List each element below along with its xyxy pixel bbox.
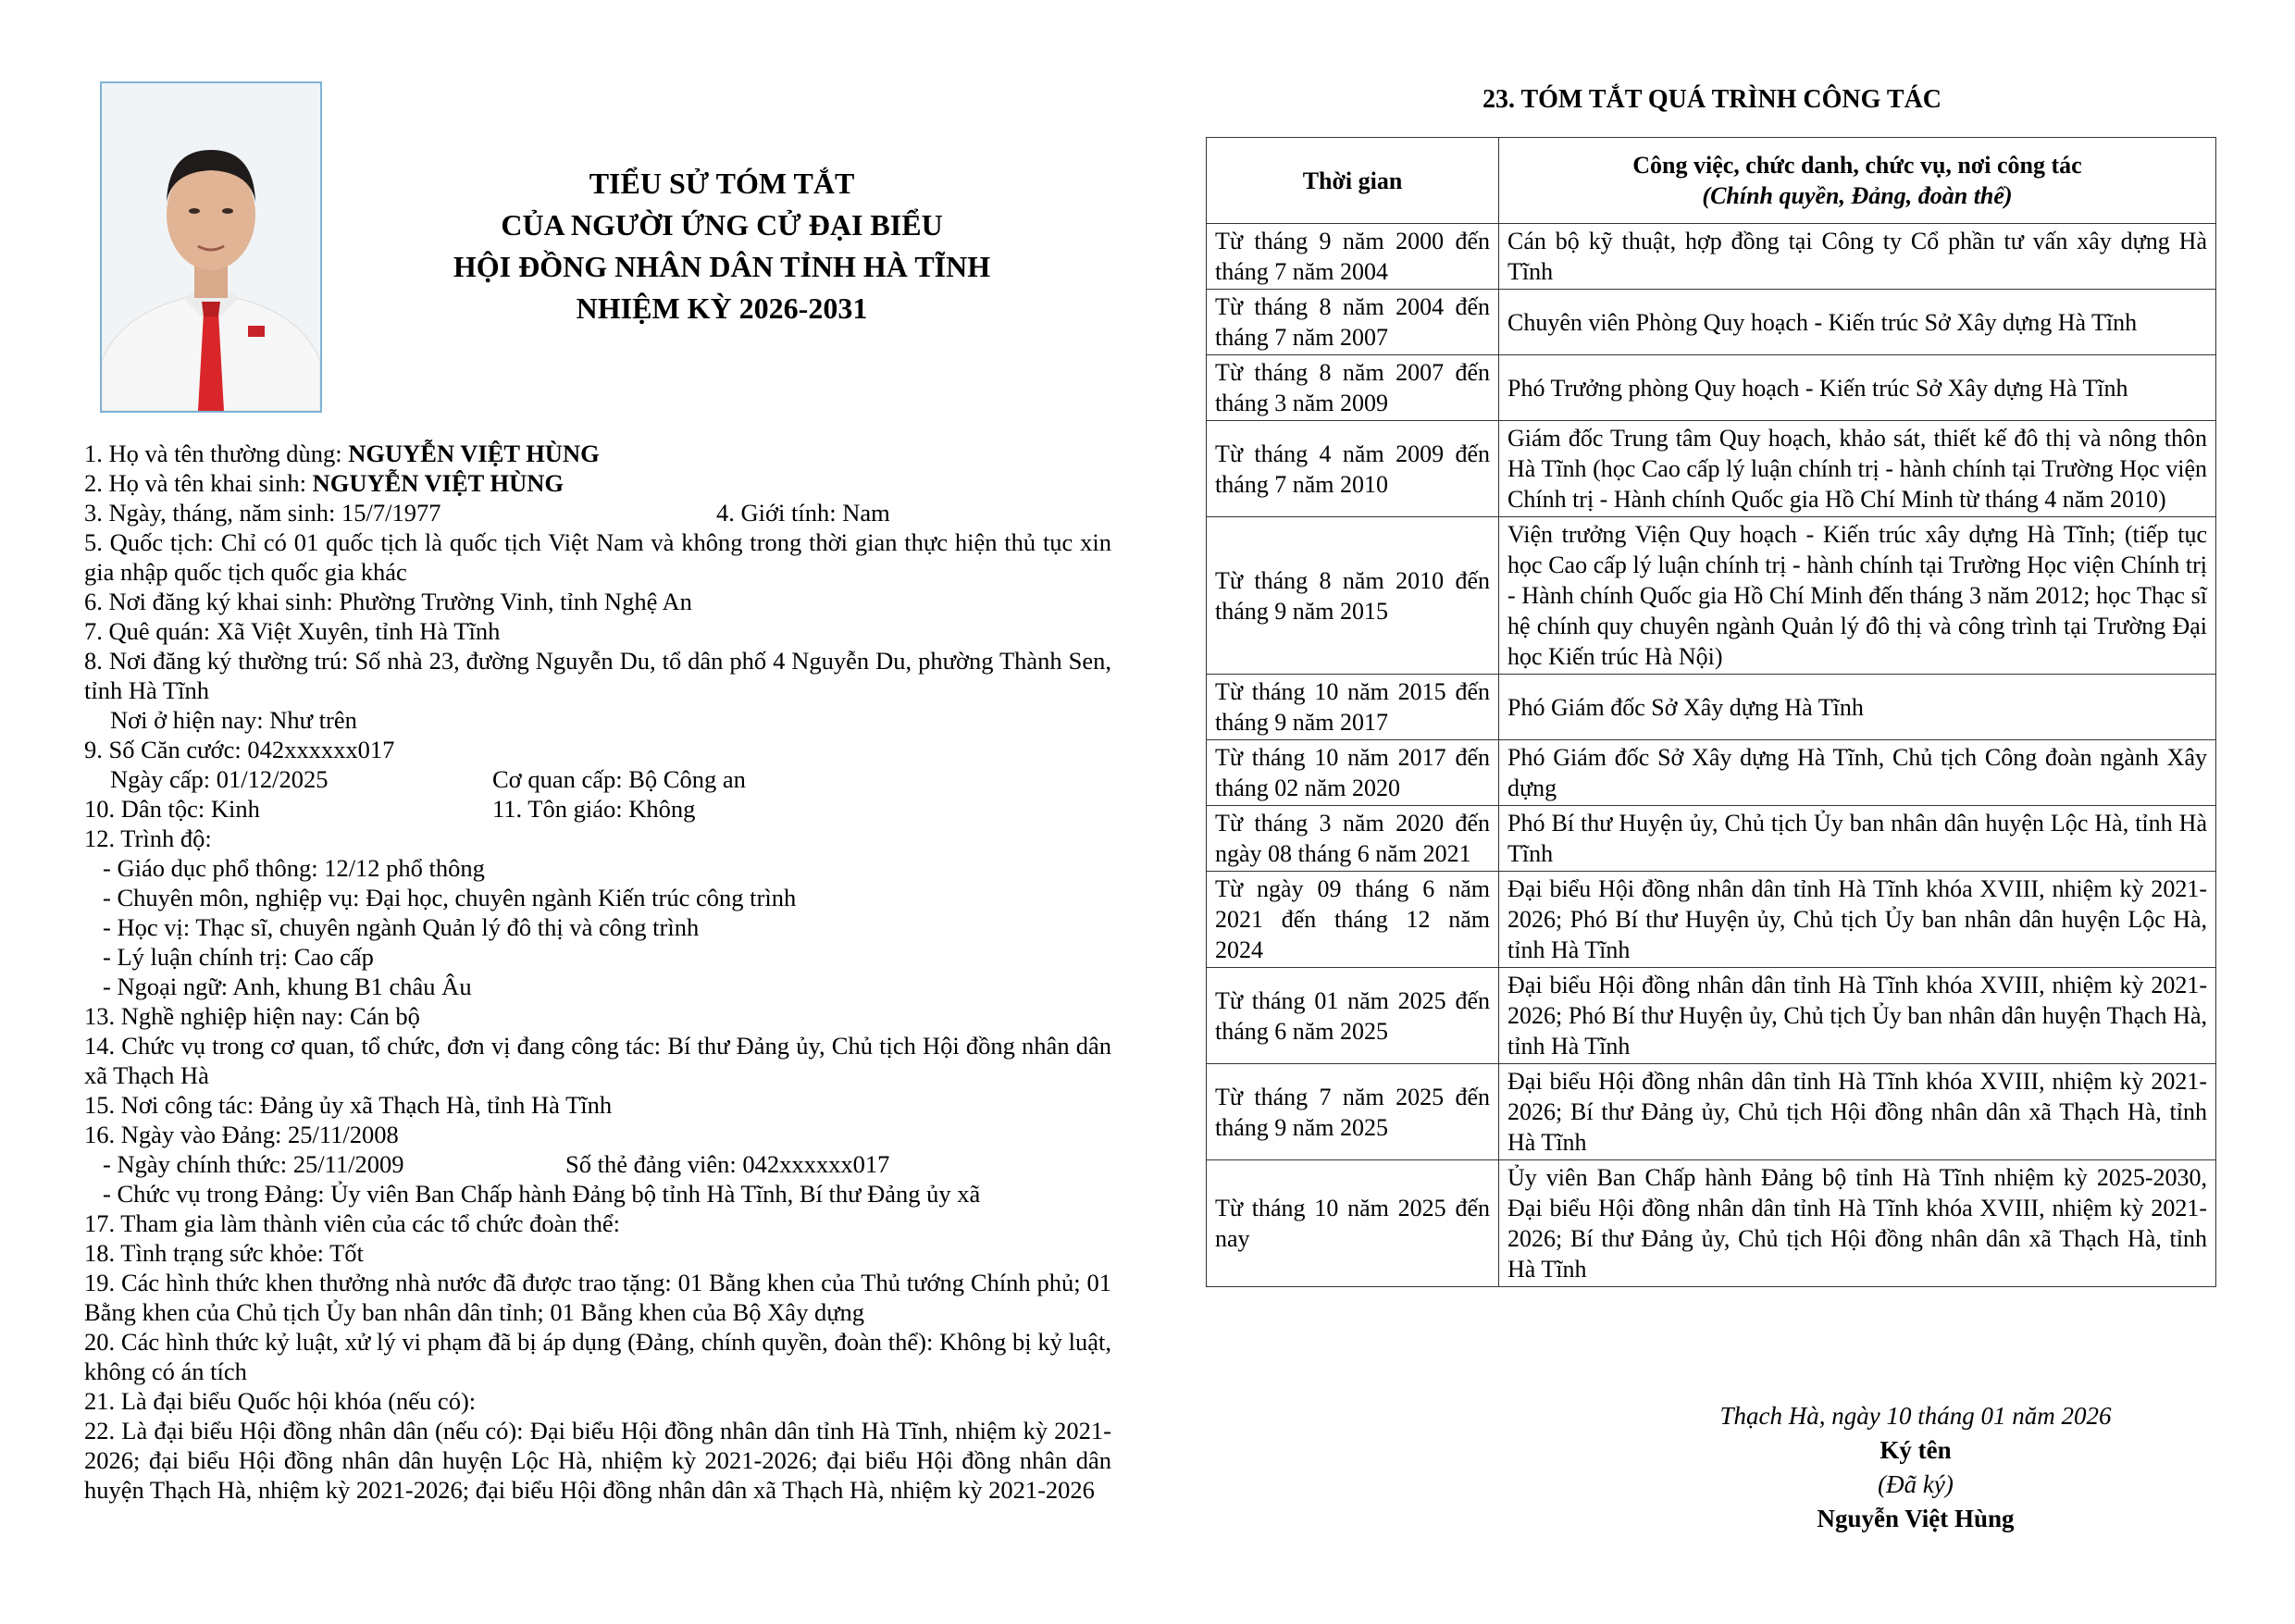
row-time: Từ tháng 10 năm 2025 đến nay	[1207, 1160, 1499, 1287]
header-job-line-1: Công việc, chức danh, chức vụ, nơi công tác	[1632, 152, 2082, 179]
field-party-position: - Chức vụ trong Đảng: Ủy viên Ban Chấp hành Đảng bộ tỉnh Hà Tĩnh, Bí thư Đảng ủy xã	[103, 1180, 981, 1208]
field-ethnicity-religion	[84, 794, 1111, 824]
field-party-join-date: 16. Ngày vào Đảng: 25/11/2008	[84, 1121, 399, 1148]
table-row	[1207, 1064, 2216, 1160]
field-birth-registration: 6. Nơi đăng ký khai sinh: Phường Trường Vinh, tỉnh Nghệ An	[84, 588, 692, 615]
field-birth-name	[84, 468, 1111, 498]
row-time: Từ tháng 3 năm 2020 đến ngày 08 tháng 6 năm 2021	[1207, 806, 1499, 872]
work-history-title: 23. TÓM TẮT QUÁ TRÌNH CÔNG TÁC	[1482, 85, 1942, 114]
field-religion: 11. Tôn giáo: Không	[492, 795, 696, 823]
table-row	[1207, 224, 2216, 290]
table-header-row	[1207, 138, 2216, 224]
field-discipline: 20. Các hình thức kỷ luật, xử lý vi phạm đã bị áp dụng (Đảng, chính quyền, đoàn thể): Không bị kỷ luật, không có án tích	[84, 1328, 1111, 1385]
document-title	[352, 163, 1092, 329]
signature-block	[1518, 1399, 2295, 1536]
row-time: Từ tháng 10 năm 2015 đến tháng 9 năm 2017	[1207, 675, 1499, 740]
biography-section	[84, 439, 1111, 1505]
header-time: Thời gian	[1207, 138, 1499, 224]
field-id-agency: Cơ quan cấp: Bộ Công an	[492, 765, 746, 793]
field-national-assembly: 21. Là đại biểu Quốc hội khóa (nếu có):	[84, 1387, 477, 1415]
row-job: Phó Bí thư Huyện ủy, Chủ tịch Ủy ban nhân dân huyện Lộc Hà, tỉnh Hà Tĩnh	[1499, 806, 2216, 872]
work-history-table	[1206, 137, 2216, 1287]
field-birthdate: 3. Ngày, tháng, năm sinh: 15/7/1977	[84, 499, 441, 527]
field-label: 1. Họ và tên thường dùng:	[84, 440, 349, 467]
row-job: Phó Trưởng phòng Quy hoạch - Kiến trúc Sở Xây dựng Hà Tĩnh	[1499, 355, 2216, 421]
field-party-official	[84, 1149, 1111, 1179]
title-line-1: TIỂU SỬ TÓM TẮT	[589, 167, 855, 200]
row-job: Ủy viên Ban Chấp hành Đảng bộ tỉnh Hà Tĩnh nhiệm kỳ 2025-2030, Đại biểu Hội đồng nhân dân tỉnh Hà Tĩnh khóa XVIII, nhiệm kỳ 2021-2026; Bí thư Đảng ủy, Chủ tịch Hội đồng nhân dân xã Thạch Hà, tỉnh Hà Tĩnh	[1499, 1160, 2216, 1287]
field-current-address: Nơi ở hiện nay: Như trên	[110, 706, 357, 734]
field-hometown: 7. Quê quán: Xã Việt Xuyên, tỉnh Hà Tĩnh	[84, 617, 501, 645]
field-position: 14. Chức vụ trong cơ quan, tổ chức, đơn vị đang công tác: Bí thư Đảng ủy, Chủ tịch Hội đồng nhân dân xã Thạch Hà	[84, 1032, 1111, 1089]
row-job: Đại biểu Hội đồng nhân dân tỉnh Hà Tĩnh khóa XVIII, nhiệm kỳ 2021-2026; Phó Bí thư Huyện ủy, Chủ tịch Ủy ban nhân dân huyện Lộc Hà, tỉnh Hà Tĩnh	[1499, 872, 2216, 968]
row-job: Đại biểu Hội đồng nhân dân tỉnh Hà Tĩnh khóa XVIII, nhiệm kỳ 2021-2026; Bí thư Đảng ủy, Chủ tịch Hội đồng nhân dân xã Thạch Hà, tỉnh Hà Tĩnh	[1499, 1064, 2216, 1160]
row-time: Từ tháng 8 năm 2007 đến tháng 3 năm 2009	[1207, 355, 1499, 421]
field-id-issue	[84, 764, 1111, 794]
field-official-date: - Ngày chính thức: 25/11/2009	[103, 1150, 404, 1178]
signature-label: Ký tên	[1879, 1436, 1952, 1464]
field-organizations: 17. Tham gia làm thành viên của các tổ chức đoàn thể:	[84, 1209, 621, 1237]
field-party-card: Số thẻ đảng viên: 042xxxxxx017	[565, 1150, 890, 1178]
field-nationality: 5. Quốc tịch: Chỉ có 01 quốc tịch là quốc tịch Việt Nam và không trong thời gian thực hiện thủ tục xin gia nhập quốc tịch quốc gia khác	[84, 528, 1111, 586]
title-line-3: HỘI ĐỒNG NHÂN DÂN TỈNH HÀ TĨNH	[453, 250, 991, 283]
portrait-image	[102, 83, 320, 411]
table-row	[1207, 517, 2216, 675]
field-health: 18. Tình trạng sức khỏe: Tốt	[84, 1239, 364, 1267]
row-job: Viện trưởng Viện Quy hoạch - Kiến trúc xây dựng Hà Tĩnh; (tiếp tục học Cao cấp lý luận chính trị - hành chính tại Trường Học viện Chính trị - Hành chính Quốc gia Hồ Chí Minh đến tháng 3 năm 2012; học Thạc sĩ hệ chính quy chuyên ngành Quản lý đô thị và công trình tại Trường Đại học Kiến trúc Hà Nội)	[1499, 517, 2216, 675]
field-council-delegate: 22. Là đại biểu Hội đồng nhân dân (nếu có): Đại biểu Hội đồng nhân dân tỉnh Hà Tĩnh, nhiệm kỳ 2021-2026; đại biểu Hội đồng nhân dân huyện Lộc Hà, nhiệm kỳ 2021-2026; đại biểu Hội đồng nhân dân huyện Thạch Hà, nhiệm kỳ 2021-2026; đại biểu Hội đồng nhân dân xã Thạch Hà, nhiệm kỳ 2021-2026	[84, 1417, 1111, 1504]
row-job: Phó Giám đốc Sở Xây dựng Hà Tĩnh, Chủ tịch Công đoàn ngành Xây dựng	[1499, 740, 2216, 806]
table-row	[1207, 421, 2216, 517]
field-value: NGUYỄN VIỆT HÙNG	[348, 440, 600, 467]
field-common-name	[84, 439, 1111, 468]
field-gender: 4. Giới tính: Nam	[716, 499, 890, 527]
field-id-number: 9. Số Căn cước: 042xxxxxx017	[84, 736, 395, 763]
field-education: 12. Trình độ:	[84, 824, 212, 852]
row-time: Từ tháng 8 năm 2010 đến tháng 9 năm 2015	[1207, 517, 1499, 675]
signature-name: Nguyễn Việt Hùng	[1817, 1505, 2015, 1532]
header-job	[1499, 138, 2216, 224]
table-row	[1207, 872, 2216, 968]
table-row	[1207, 675, 2216, 740]
field-id-date: Ngày cấp: 01/12/2025	[110, 765, 329, 793]
education-professional: - Chuyên môn, nghiệp vụ: Đại học, chuyên ngành Kiến trúc công trình	[103, 884, 797, 911]
field-awards: 19. Các hình thức khen thưởng nhà nước đã được trao tặng: 01 Bằng khen của Thủ tướng Chính phủ; 01 Bằng khen của Chủ tịch Ủy ban nhân dân tỉnh; 01 Bằng khen của Bộ Xây dựng	[84, 1269, 1111, 1326]
signature-place-date: Thạch Hà, ngày 10 tháng 01 năm 2026	[1719, 1402, 2112, 1430]
field-value: NGUYỄN VIỆT HÙNG	[312, 469, 564, 497]
education-political: - Lý luận chính trị: Cao cấp	[103, 943, 374, 971]
field-label: 2. Họ và tên khai sinh:	[84, 469, 313, 497]
row-time: Từ ngày 09 tháng 6 năm 2021 đến tháng 12 năm 2024	[1207, 872, 1499, 968]
field-occupation: 13. Nghề nghiệp hiện nay: Cán bộ	[84, 1002, 420, 1030]
row-time: Từ tháng 01 năm 2025 đến tháng 6 năm 2025	[1207, 968, 1499, 1064]
row-time: Từ tháng 7 năm 2025 đến tháng 9 năm 2025	[1207, 1064, 1499, 1160]
table-row	[1207, 968, 2216, 1064]
row-time: Từ tháng 10 năm 2017 đến tháng 02 năm 2020	[1207, 740, 1499, 806]
row-time: Từ tháng 8 năm 2004 đến tháng 7 năm 2007	[1207, 290, 1499, 355]
row-job: Cán bộ kỹ thuật, hợp đồng tại Công ty Cổ phần tư vấn xây dựng Hà Tĩnh	[1499, 224, 2216, 290]
field-ethnicity: 10. Dân tộc: Kinh	[84, 795, 260, 823]
row-job: Chuyên viên Phòng Quy hoạch - Kiến trúc Sở Xây dựng Hà Tĩnh	[1499, 290, 2216, 355]
title-line-4: NHIỆM KỲ 2026-2031	[576, 291, 868, 325]
education-language: - Ngoại ngữ: Anh, khung B1 châu Âu	[103, 973, 472, 1000]
education-degree: - Học vị: Thạc sĩ, chuyên ngành Quản lý đô thị và công trình	[103, 913, 700, 941]
field-permanent-address: 8. Nơi đăng ký thường trú: Số nhà 23, đường Nguyễn Du, tổ dân phố 4 Nguyễn Du, phường Thành Sen, tỉnh Hà Tĩnh	[84, 647, 1111, 704]
field-birthdate-gender	[84, 498, 1111, 527]
table-row	[1207, 355, 2216, 421]
candidate-photo	[100, 81, 322, 413]
row-job: Giám đốc Trung tâm Quy hoạch, khảo sát, thiết kế đô thị và nông thôn Hà Tĩnh (học Cao cấp lý luận chính trị - hành chính tại Trường Học viện Chính trị - Hành chính Quốc gia Hồ Chí Minh từ tháng 4 năm 2010)	[1499, 421, 2216, 517]
table-row	[1207, 806, 2216, 872]
field-workplace: 15. Nơi công tác: Đảng ủy xã Thạch Hà, tỉnh Hà Tĩnh	[84, 1091, 613, 1119]
table-row	[1207, 1160, 2216, 1287]
title-line-2: CỦA NGƯỜI ỨNG CỬ ĐẠI BIỂU	[501, 208, 943, 242]
row-job: Đại biểu Hội đồng nhân dân tỉnh Hà Tĩnh khóa XVIII, nhiệm kỳ 2021-2026; Phó Bí thư Huyện ủy, Chủ tịch Ủy ban nhân dân huyện Thạch Hà, tỉnh Hà Tĩnh	[1499, 968, 2216, 1064]
table-row	[1207, 290, 2216, 355]
header-job-line-2: (Chính quyền, Đảng, đoàn thể)	[1702, 182, 2013, 209]
signature-signed: (Đã ký)	[1878, 1470, 1954, 1498]
education-general: - Giáo dục phổ thông: 12/12 phổ thông	[103, 854, 485, 882]
row-time: Từ tháng 9 năm 2000 đến tháng 7 năm 2004	[1207, 224, 1499, 290]
table-row	[1207, 740, 2216, 806]
row-job: Phó Giám đốc Sở Xây dựng Hà Tĩnh	[1499, 675, 2216, 740]
row-time: Từ tháng 4 năm 2009 đến tháng 7 năm 2010	[1207, 421, 1499, 517]
